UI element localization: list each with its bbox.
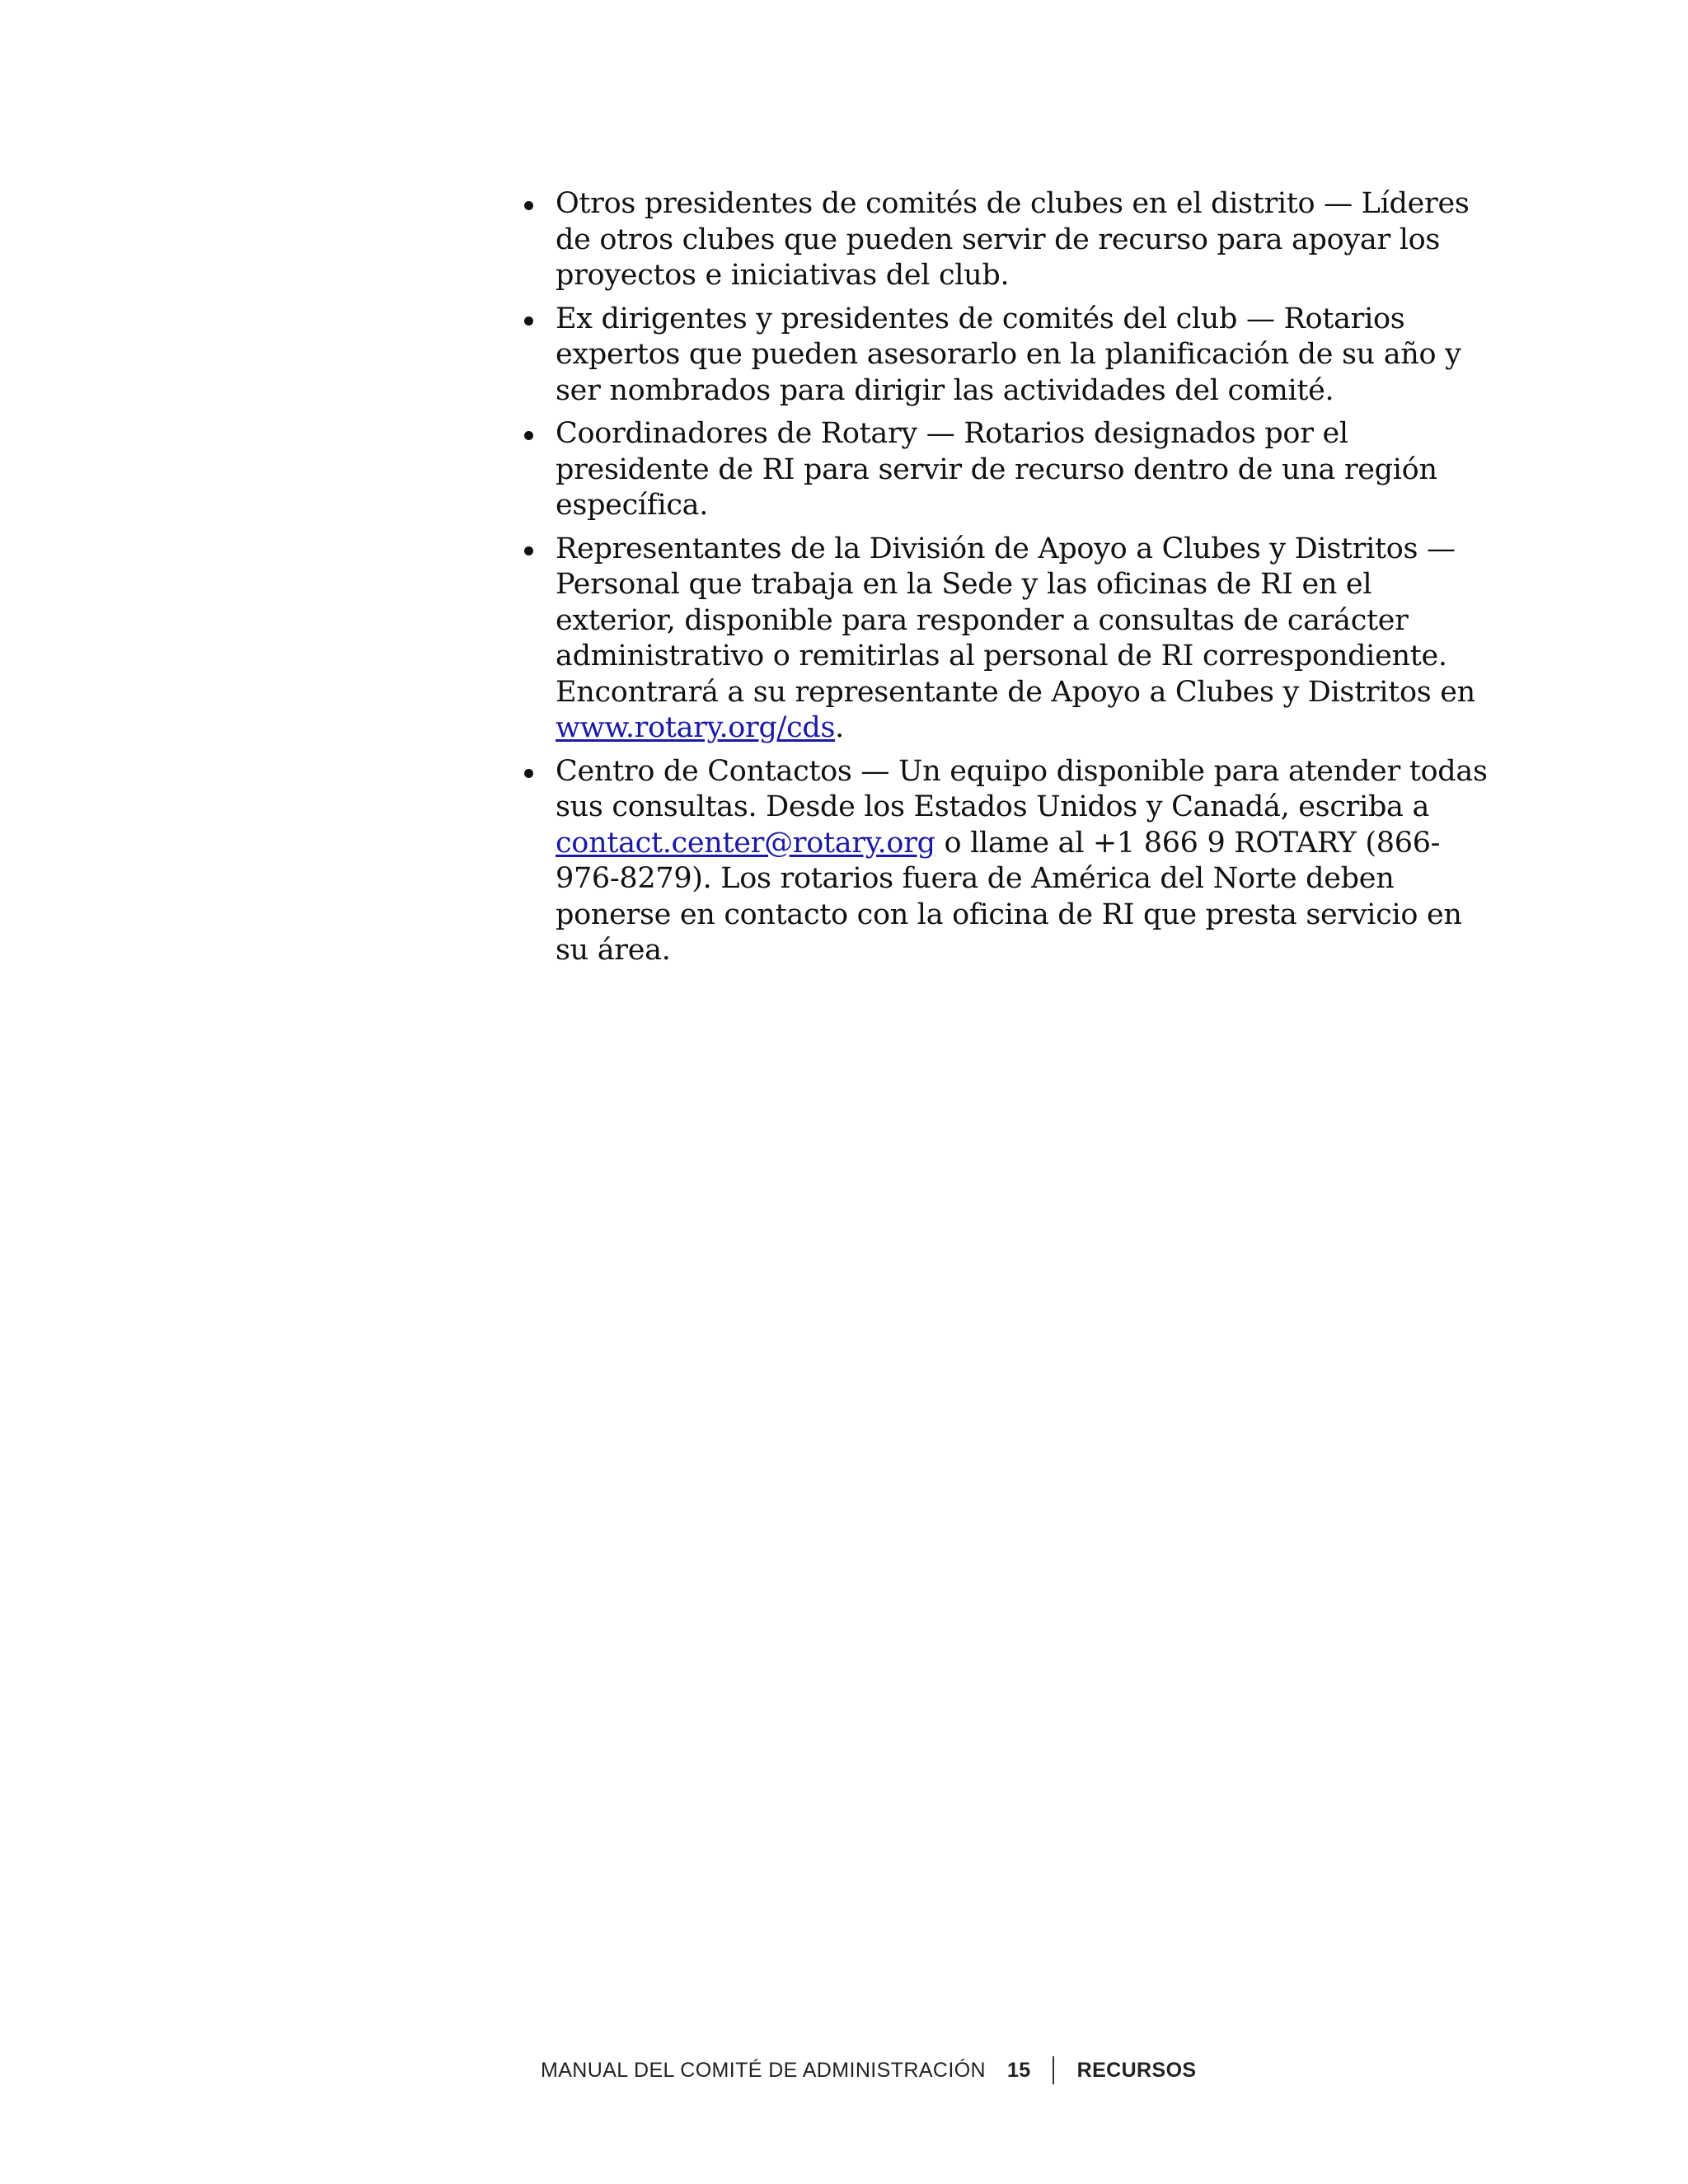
list-item-text: Ex dirigentes y presidentes de comités del club — Rotarios expertos que pueden asesorarlo en la planificación de su año y ser nombrados para dirigir las actividades del comité.	[556, 302, 1461, 407]
resources-content	[524, 186, 1497, 977]
cds-link[interactable]: www.rotary.org/cds	[556, 711, 836, 744]
footer-divider	[1053, 2056, 1054, 2084]
list-item-text: Centro de Contactos — Un equipo disponible para atender todas sus consultas. Desde los Estados Unidos y Canadá, escriba a	[556, 754, 1488, 823]
list-item-past-leaders	[524, 302, 1497, 410]
bullet-icon	[524, 769, 533, 778]
bullet-icon	[524, 316, 533, 326]
list-item-text: Representantes de la División de Apoyo a Clubes y Distritos — Personal que trabaja en la Sede y las oficinas de RI en el exterior, disponible para responder a consultas de carácter administrativo o remitirlas al personal de RI correspondiente. Encontrará a su representante de Apoyo a Clubes y Distritos en	[556, 532, 1475, 709]
bullet-icon	[524, 431, 533, 440]
list-item-district-committee-chairs	[524, 186, 1497, 294]
list-item-text: Coordinadores de Rotary — Rotarios designados por el presidente de RI para servir de recurso dentro de una región específica.	[556, 417, 1437, 522]
footer-section-name: RECURSOS	[1076, 2058, 1197, 2082]
contact-center-email-link[interactable]: contact.center@rotary.org	[556, 826, 935, 860]
list-item-text-end: o llame al +1 866 9 ROTARY (866-976-8279). Los rotarios fuera de América del Norte deben ponerse en contacto con la oficina de RI que presta servicio en su área.	[556, 826, 1462, 967]
list-item-text-end: .	[835, 711, 844, 744]
bullet-icon	[524, 546, 533, 555]
bullet-icon	[524, 201, 533, 210]
list-item-text: Otros presidentes de comités de clubes en el distrito — Líderes de otros clubes que pueden servir de recurso para apoyar los proyectos e iniciativas del club.	[556, 187, 1470, 292]
list-item-cds-representatives	[524, 532, 1497, 747]
resource-list	[524, 186, 1497, 969]
footer-manual-title: MANUAL DEL COMITÉ DE ADMINISTRACIÓN	[541, 2058, 986, 2082]
list-item-rotary-coordinators	[524, 416, 1497, 524]
list-item-contact-center	[524, 754, 1497, 969]
page-footer	[541, 2054, 1197, 2087]
footer-page-number: 15	[1007, 2058, 1031, 2082]
